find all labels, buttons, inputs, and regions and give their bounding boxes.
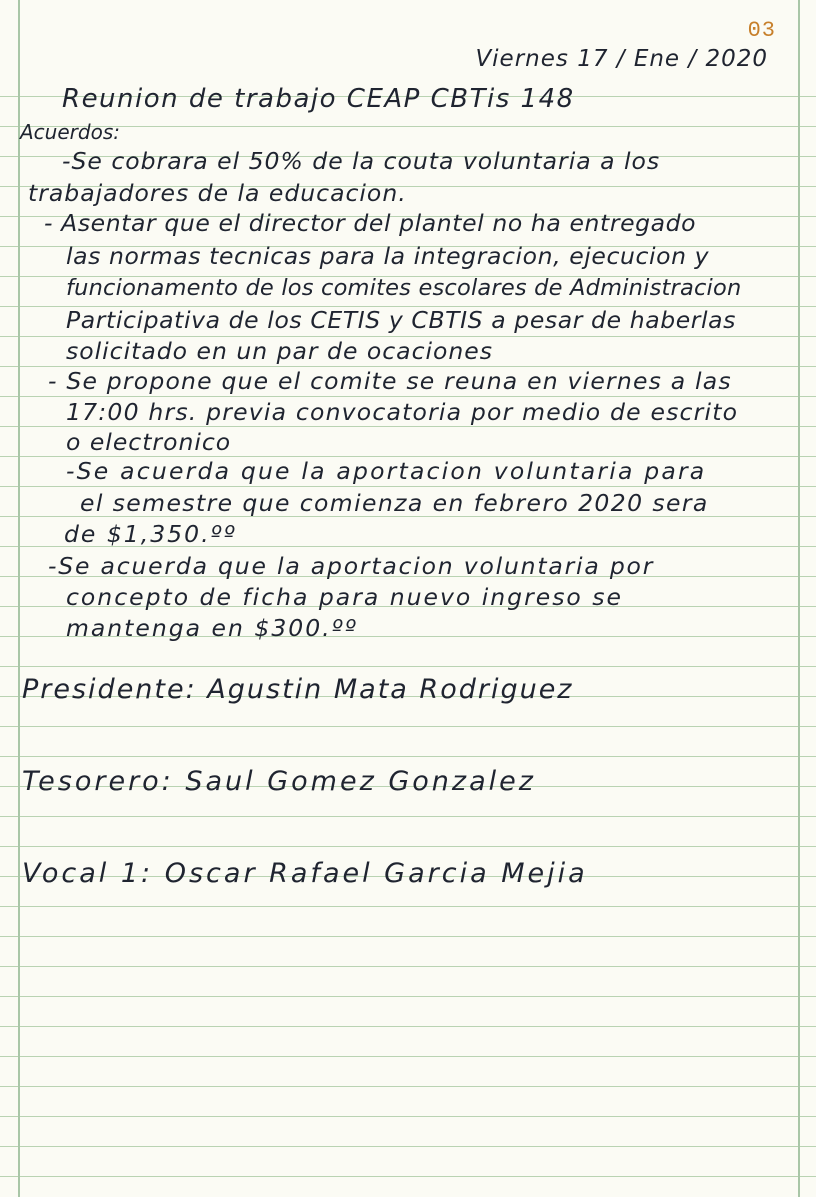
agreement-line: el semestre que comienza en febrero 2020 sera xyxy=(80,489,709,517)
agreement-line: o electronico xyxy=(66,428,232,456)
agreement-line: funcionamento de los comites escolares de Administracion xyxy=(66,275,742,301)
agreement-line: solicitado en un par de ocaciones xyxy=(66,337,494,365)
agreement-line: - Asentar que el director del plantel no ha entregado xyxy=(44,209,697,237)
agreements-heading: Acuerdos: xyxy=(20,120,120,144)
page-footer-area xyxy=(0,1180,816,1197)
agreement-line: trabajadores de la educacion. xyxy=(28,179,407,207)
agreement-line: de $1,350.ºº xyxy=(64,520,237,548)
right-margin-line xyxy=(798,0,800,1197)
page-number: 03 xyxy=(747,18,776,43)
president-signatory: Presidente: Agustin Mata Rodriguez xyxy=(22,674,574,705)
agreement-line: -Se acuerda que la aportacion voluntaria por xyxy=(48,552,655,580)
left-margin-line xyxy=(18,0,20,1197)
agreement-line: 17:00 hrs. previa convocatoria por medio de escrito xyxy=(66,398,739,426)
agreement-line: las normas tecnicas para la integracion, ejecucion y xyxy=(66,242,710,270)
agreement-line: Participativa de los CETIS y CBTIS a pesar de haberlas xyxy=(66,306,737,334)
agreement-line: mantenga en $300.ºº xyxy=(66,614,358,642)
treasurer-signatory: Tesorero: Saul Gomez Gonzalez xyxy=(22,766,536,797)
agreement-line: -Se cobrara el 50% de la couta voluntaria a los xyxy=(62,147,661,175)
agreement-line: concepto de ficha para nuevo ingreso se xyxy=(66,583,623,611)
agreement-line: - Se propone que el comite se reuna en viernes a las xyxy=(48,367,732,395)
date-line: Viernes 17 / Ene / 2020 xyxy=(475,46,768,72)
meeting-title: Reunion de trabajo CEAP CBTis 148 xyxy=(62,84,575,114)
vocal-1-signatory: Vocal 1: Oscar Rafael Garcia Mejia xyxy=(22,858,588,889)
agreement-line: -Se acuerda que la aportacion voluntaria para xyxy=(66,457,707,485)
